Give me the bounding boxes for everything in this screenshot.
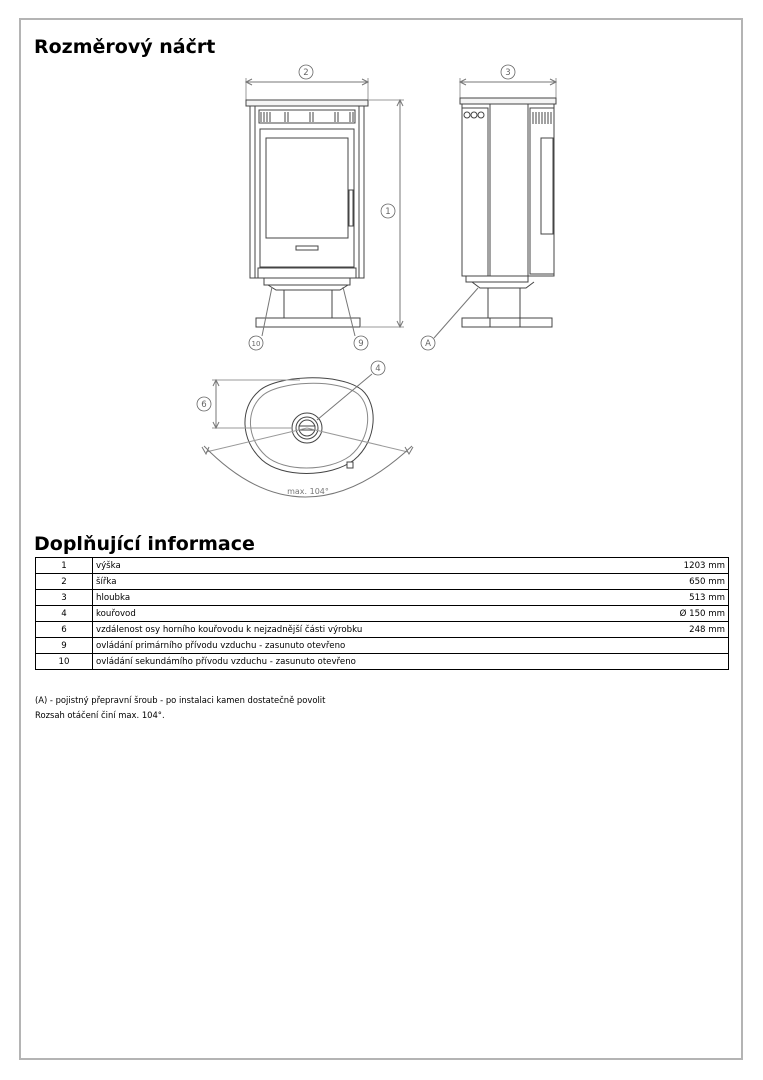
spec-value: Ø 150 mm [652, 606, 729, 622]
spec-number: 3 [36, 590, 93, 606]
table-row [36, 606, 729, 622]
callout-1: 1 [385, 207, 391, 217]
spec-description: vzdálenost osy horního kouřovodu k nejzadnější části výrobku [93, 622, 653, 638]
spec-number: 4 [36, 606, 93, 622]
rotation-angle-label: max. 104° [287, 487, 329, 496]
table-row [36, 654, 729, 670]
front-view [246, 78, 368, 327]
notes [35, 693, 325, 723]
spec-description: hloubka [93, 590, 653, 606]
table-row [36, 590, 729, 606]
spec-value [652, 638, 729, 654]
callout-9: 9 [358, 339, 364, 349]
callout-2: 2 [303, 68, 309, 78]
spec-number: 6 [36, 622, 93, 638]
spec-value: 1203 mm [652, 558, 729, 574]
spec-description: výška [93, 558, 653, 574]
section-title-additional-info: Doplňující informace [34, 533, 255, 555]
spec-value: 248 mm [652, 622, 729, 638]
spec-number: 10 [36, 654, 93, 670]
spec-description: ovládání sekundámího přívodu vzduchu - zasunuto otevřeno [93, 654, 653, 670]
table-row [36, 638, 729, 654]
spec-number: 9 [36, 638, 93, 654]
spec-number: 1 [36, 558, 93, 574]
spec-value: 513 mm [652, 590, 729, 606]
note-transport-screw: (A) - pojistný přepravní šroub - po instalaci kamen dostatečně povolit [35, 695, 326, 705]
spec-description: šířka [93, 574, 653, 590]
top-view [202, 374, 413, 497]
spec-number: 2 [36, 574, 93, 590]
note-rotation-range: Rozsah otáčení činí max. 104°. [35, 710, 165, 720]
side-view [460, 78, 556, 327]
table-row [36, 622, 729, 638]
section-title-dimension-sketch: Rozměrový náčrt [34, 36, 216, 58]
table-row [36, 558, 729, 574]
callout-6: 6 [201, 400, 207, 410]
specs-table [35, 557, 729, 670]
spec-description: ovládání primárního přívodu vzduchu - zasunuto otevřeno [93, 638, 653, 654]
callout-3: 3 [505, 68, 511, 78]
callout-10: 10 [251, 340, 261, 348]
table-row [36, 574, 729, 590]
spec-value [652, 654, 729, 670]
callout-4: 4 [375, 364, 381, 374]
spec-value: 650 mm [652, 574, 729, 590]
spec-description: kouřovod [93, 606, 653, 622]
callout-a: A [425, 339, 431, 349]
